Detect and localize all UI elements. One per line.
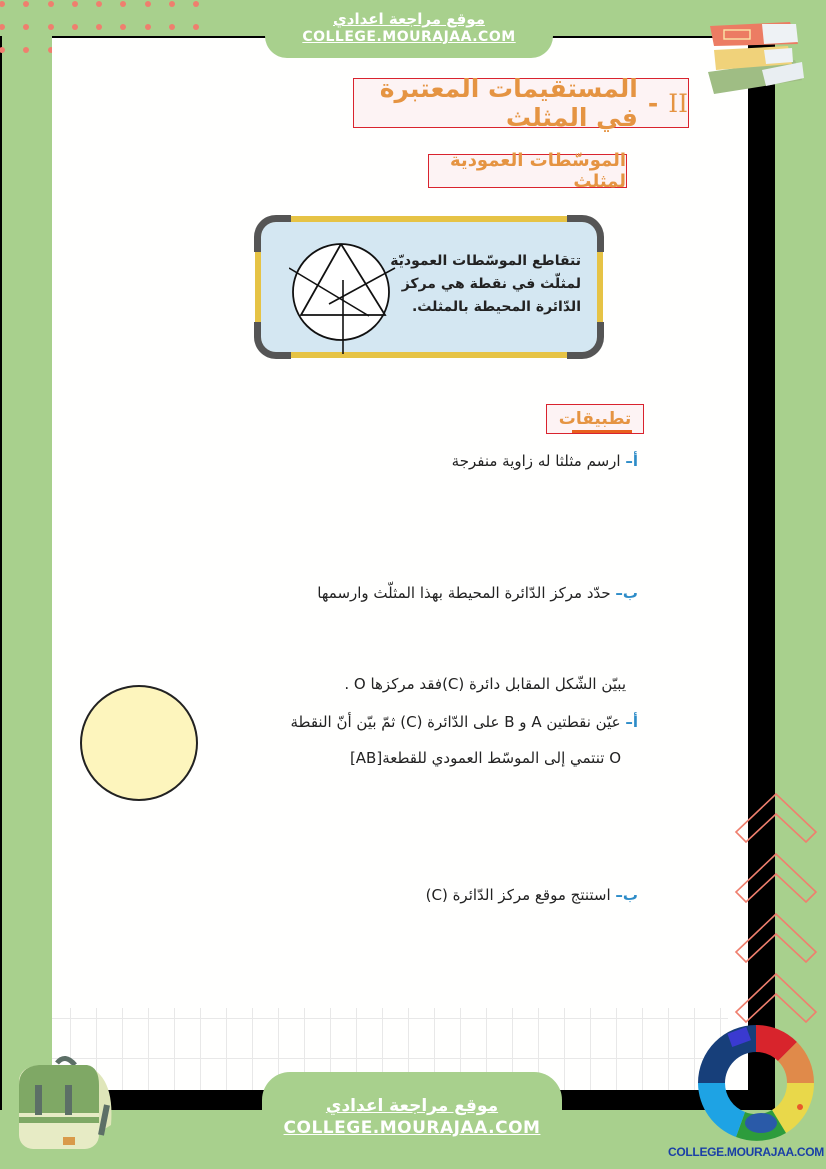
property-line: لمثلّث في نقطة هي مركز xyxy=(401,276,581,292)
subsection-title: الموسّطات العمودية لمثلث xyxy=(450,150,626,192)
title-underline xyxy=(572,430,632,433)
applications-title: تطبيقات xyxy=(558,409,632,429)
item-label: ب– xyxy=(615,886,638,904)
education-ring-logo-icon xyxy=(695,1022,817,1144)
item-label: أ– xyxy=(625,452,638,470)
item-text: عيّن نقطتين A و B على الدّائرة (C) ثمّ بيّن أنّ النقطة xyxy=(290,713,621,731)
section-title: المستقيمات المعتبرة في المثلث xyxy=(379,74,638,132)
item-text: حدّد مركز الدّائرة المحيطة بهذا المثلّث وارسمها xyxy=(317,584,611,602)
header-site-banner[interactable] xyxy=(265,0,553,58)
property-statement xyxy=(371,250,581,319)
header-site-name[interactable]: موقع مراجعة اعدادي xyxy=(333,10,485,28)
footer-site-name[interactable]: موقع مراجعة اعدادي xyxy=(325,1096,499,1116)
footer-site-url[interactable]: COLLEGE.MOURAJAA.COM xyxy=(283,1118,541,1138)
exercise-2a-continued xyxy=(350,749,621,767)
item-text: يبيّن الشّكل المقابل دائرة (C)فقد مركزها O . xyxy=(344,675,626,693)
property-line: الدّائرة المحيطة بالمثلث. xyxy=(411,299,581,315)
books-stack-icon xyxy=(700,10,810,100)
item-label: أ– xyxy=(625,713,638,731)
item-text: O تنتمي إلى الموسّط العمودي للقطعة[AB] xyxy=(349,749,621,767)
worksheet-page xyxy=(52,38,748,1090)
item-text: ارسم مثلثا له زاوية منفرجة xyxy=(451,452,621,470)
backpack-icon xyxy=(15,1055,115,1155)
left-green-band xyxy=(2,36,52,1110)
section-number: II xyxy=(668,88,688,118)
chevron-up-decoration-icon xyxy=(734,792,826,1037)
header-site-url[interactable]: COLLEGE.MOURAJAA.COM xyxy=(302,29,516,45)
section-dash: - xyxy=(647,88,659,118)
subsection-title-box xyxy=(428,150,627,192)
section-title-box xyxy=(353,74,689,132)
exercise-2a xyxy=(290,713,638,731)
footer-site-banner[interactable] xyxy=(262,1072,562,1169)
exercise-1b xyxy=(317,584,638,602)
exercise-1a xyxy=(452,452,638,470)
property-line: تتقاطع الموسّطات العموديّة xyxy=(390,253,581,269)
item-label: ب– xyxy=(615,584,638,602)
exercise-2b xyxy=(426,886,638,904)
item-text: استنتج موقع مركز الدّائرة (C) xyxy=(425,886,611,904)
exercise-2-intro xyxy=(344,675,626,693)
property-card xyxy=(255,216,603,358)
circle-c-figure xyxy=(80,685,198,801)
brand-url-text[interactable]: COLLEGE.MOURAJAA.COM xyxy=(667,1145,824,1159)
card-corner-decoration xyxy=(254,215,291,252)
